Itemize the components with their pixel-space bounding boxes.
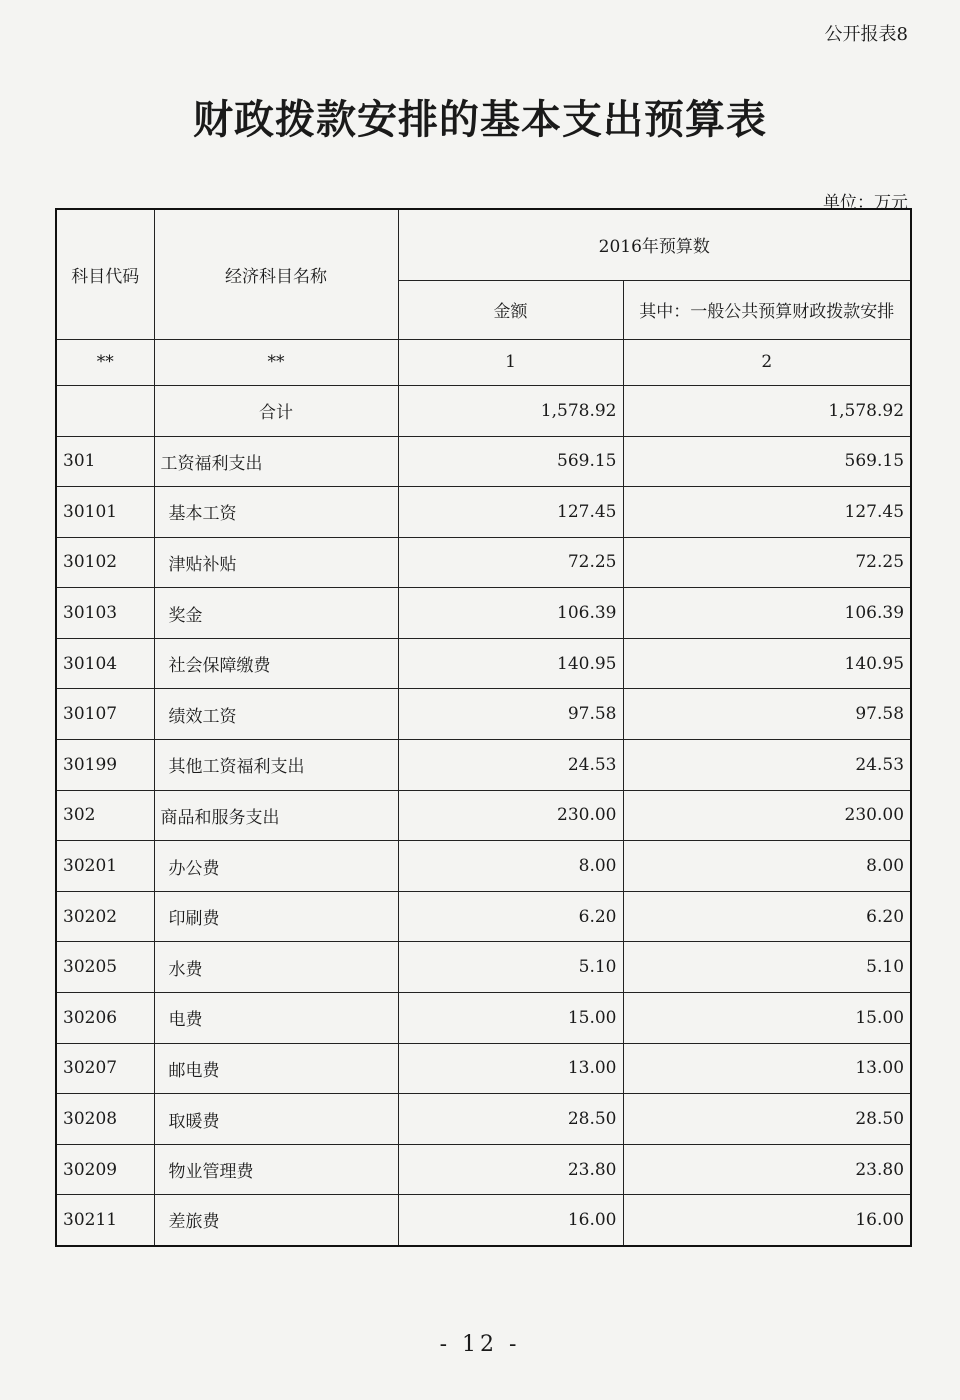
- row-general: 72.25: [623, 537, 911, 588]
- row-name: 绩效工资: [154, 689, 398, 740]
- table-row: [56, 638, 911, 689]
- row-name: 奖金: [154, 588, 398, 639]
- table-row: [56, 790, 911, 841]
- row-general: 97.58: [623, 689, 911, 740]
- row-amount: 16.00: [398, 1195, 623, 1246]
- row-amount: 106.39: [398, 588, 623, 639]
- table-row: [56, 436, 911, 487]
- page-title: 财政拨款安排的基本支出预算表: [193, 96, 767, 143]
- header-amount: 金额: [398, 280, 623, 339]
- row-general: 23.80: [623, 1144, 911, 1195]
- table-row: [56, 942, 911, 993]
- row-amount: 5.10: [398, 942, 623, 993]
- row-amount: 97.58: [398, 689, 623, 740]
- row-amount: 140.95: [398, 638, 623, 689]
- row-general: 140.95: [623, 638, 911, 689]
- row-amount: 23.80: [398, 1144, 623, 1195]
- total-amount: 1,578.92: [398, 385, 623, 436]
- row-general: 8.00: [623, 841, 911, 892]
- row-code: 30199: [56, 740, 154, 791]
- budget-table: [55, 208, 912, 1247]
- row-code: 30207: [56, 1043, 154, 1094]
- unit-label: 单位：万元: [823, 193, 908, 213]
- total-code: [56, 385, 154, 436]
- total-row: [56, 385, 911, 436]
- table-row: [56, 1195, 911, 1246]
- row-code: 30104: [56, 638, 154, 689]
- row-amount: 72.25: [398, 537, 623, 588]
- row-general: 6.20: [623, 891, 911, 942]
- header-name: 经济科目名称: [154, 209, 398, 339]
- row-code: 30209: [56, 1144, 154, 1195]
- row-name: 津贴补贴: [154, 537, 398, 588]
- row-code: 302: [56, 790, 154, 841]
- index-col2: 2: [623, 339, 911, 385]
- table-row: [56, 487, 911, 538]
- page-number: - 12 -: [439, 1332, 521, 1357]
- row-name: 取暖费: [154, 1094, 398, 1145]
- row-general: 13.00: [623, 1043, 911, 1094]
- row-name: 基本工资: [154, 487, 398, 538]
- total-label: 合计: [154, 385, 398, 436]
- row-general: 5.10: [623, 942, 911, 993]
- row-amount: 230.00: [398, 790, 623, 841]
- row-code: 30201: [56, 841, 154, 892]
- row-name: 水费: [154, 942, 398, 993]
- row-name: 工资福利支出: [154, 436, 398, 487]
- row-code: 30103: [56, 588, 154, 639]
- row-amount: 28.50: [398, 1094, 623, 1145]
- row-name: 电费: [154, 993, 398, 1044]
- index-name: **: [154, 339, 398, 385]
- table-row: [56, 1094, 911, 1145]
- row-general: 28.50: [623, 1094, 911, 1145]
- table-row: [56, 891, 911, 942]
- row-amount: 6.20: [398, 891, 623, 942]
- row-name: 办公费: [154, 841, 398, 892]
- row-amount: 8.00: [398, 841, 623, 892]
- row-code: 30107: [56, 689, 154, 740]
- row-amount: 127.45: [398, 487, 623, 538]
- row-amount: 13.00: [398, 1043, 623, 1094]
- header-general: 其中：一般公共预算财政拨款安排: [623, 280, 911, 339]
- row-amount: 569.15: [398, 436, 623, 487]
- row-code: 30102: [56, 537, 154, 588]
- row-general: 106.39: [623, 588, 911, 639]
- row-name: 印刷费: [154, 891, 398, 942]
- row-name: 其他工资福利支出: [154, 740, 398, 791]
- header-budget-group: 2016年预算数: [398, 209, 911, 280]
- row-code: 30206: [56, 993, 154, 1044]
- header-code: 科目代码: [56, 209, 154, 339]
- table-row: [56, 1144, 911, 1195]
- row-general: 127.45: [623, 487, 911, 538]
- index-col1: 1: [398, 339, 623, 385]
- data-rows: [56, 436, 911, 1246]
- table-row: [56, 537, 911, 588]
- row-code: 30202: [56, 891, 154, 942]
- row-name: 社会保障缴费: [154, 638, 398, 689]
- row-name: 差旅费: [154, 1195, 398, 1246]
- row-general: 16.00: [623, 1195, 911, 1246]
- row-name: 商品和服务支出: [154, 790, 398, 841]
- total-general: 1,578.92: [623, 385, 911, 436]
- row-code: 30208: [56, 1094, 154, 1145]
- row-general: 569.15: [623, 436, 911, 487]
- table-row: [56, 993, 911, 1044]
- row-code: 30211: [56, 1195, 154, 1246]
- row-code: 30205: [56, 942, 154, 993]
- row-amount: 24.53: [398, 740, 623, 791]
- index-code: **: [56, 339, 154, 385]
- table-row: [56, 1043, 911, 1094]
- row-code: 301: [56, 436, 154, 487]
- report-number: 公开报表8: [824, 24, 908, 45]
- row-amount: 15.00: [398, 993, 623, 1044]
- row-code: 30101: [56, 487, 154, 538]
- row-general: 24.53: [623, 740, 911, 791]
- table-row: [56, 740, 911, 791]
- row-name: 物业管理费: [154, 1144, 398, 1195]
- row-general: 230.00: [623, 790, 911, 841]
- row-general: 15.00: [623, 993, 911, 1044]
- table-row: [56, 689, 911, 740]
- row-name: 邮电费: [154, 1043, 398, 1094]
- table-row: [56, 588, 911, 639]
- table-row: [56, 841, 911, 892]
